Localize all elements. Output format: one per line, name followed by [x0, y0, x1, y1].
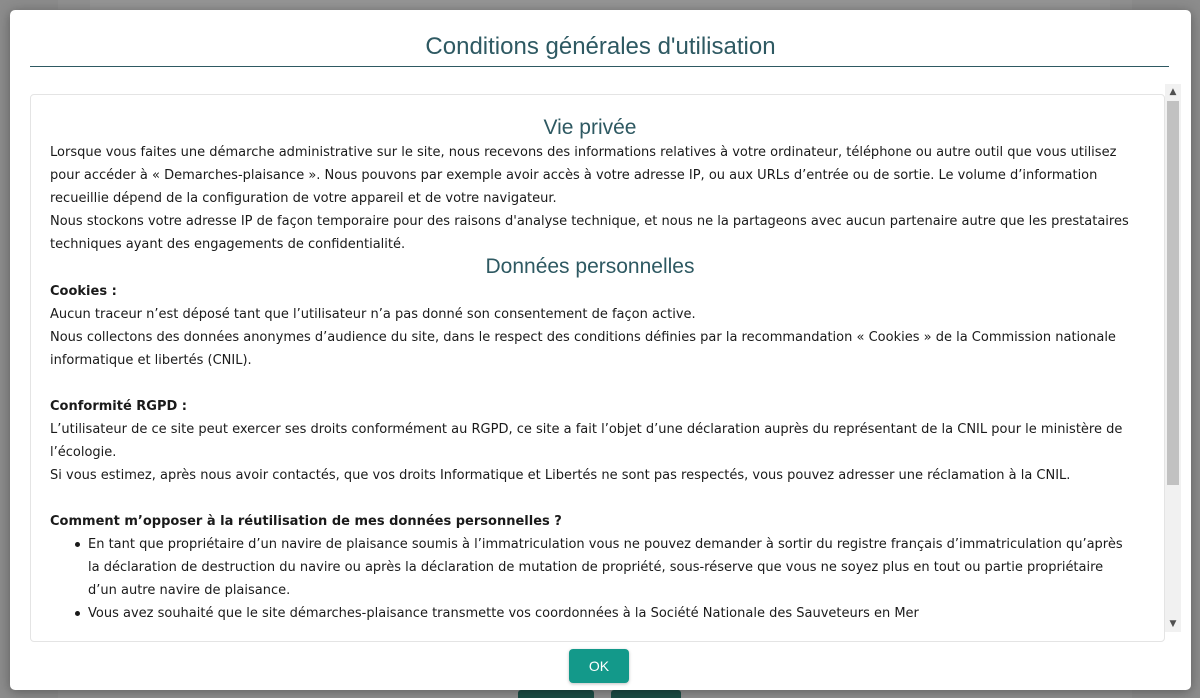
oppose-label: Comment m’opposer à la réutilisation de mes données personnelles ? — [50, 514, 562, 529]
rgpd-paragraph: L’utilisateur de ce site peut exercer ses droits conformément au RGPD, ce site a fait l’objet d’une déclaration auprès du représentant de la CNIL pour le ministère de l’écologie. — [50, 422, 1123, 460]
scroll-up-arrow-icon[interactable]: ▲ — [1169, 87, 1177, 97]
privacy-paragraph: Nous stockons votre adresse IP de façon temporaire pour des raisons d'analyse technique, et nous ne la partageons avec aucun partenaire autre que les prestataires techniques ayant des engagements de confidentialité. — [50, 214, 1129, 252]
rgpd-paragraph: Si vous estimez, après nous avoir contactés, que vos droits Informatique et Libertés ne sont pas respectés, vous pouvez adresser une réclamation à la CNIL. — [50, 468, 1071, 483]
scrollbar[interactable] — [1165, 84, 1181, 632]
modal-title: Conditions générales d'utilisation — [425, 33, 776, 60]
title-divider — [30, 66, 1169, 67]
spacer — [50, 487, 1130, 510]
cookies-paragraph: Aucun traceur n’est déposé tant que l’utilisateur n’a pas donné son consentement de façon active. — [50, 307, 696, 322]
cookies-label: Cookies : — [50, 284, 117, 299]
cookies-paragraph: Nous collectons des données anonymes d’audience du site, dans le respect des conditions définies par la recommandation « Cookies » de la Commission nationale informatique et libertés (CNIL). — [50, 330, 1116, 368]
background-button — [518, 690, 594, 698]
privacy-paragraph: Lorsque vous faites une démarche administrative sur le site, nous recevons des informations relatives à votre ordinateur, téléphone ou autre outil que vous utilisez pour accéder à « Demarches-plaisance ». Nous pouvons par exemple avoir accès à votre adresse IP, ou aux URLs d’entrée ou de sortie. Le volume d’information recueillie dépend de la configuration de votre appareil et de votre navigateur. — [50, 145, 1117, 206]
terms-content-panel[interactable] — [30, 94, 1165, 642]
section-heading-privacy: Vie privée — [543, 116, 637, 139]
scroll-down-arrow-icon[interactable]: ▼ — [1169, 619, 1177, 629]
list-item: Vous avez souhaité que le site démarches-plaisance transmette vos coordonnées à la Société Nationale des Sauveteurs en Mer — [75, 602, 1130, 625]
terms-content — [50, 117, 1130, 625]
rgpd-label: Conformité RGPD : — [50, 399, 188, 414]
background-button — [611, 690, 681, 698]
list-item: En tant que propriétaire d’un navire de plaisance soumis à l’immatriculation vous ne pouvez demander à sortir du registre français d’immatriculation qu’après la déclaration de destruction du navire ou après la déclaration de mutation de propriété, sous-réserve que vous ne soyez plus en tout ou partie propriétaire d’un autre navire de plaisance. — [75, 533, 1130, 602]
terms-modal — [10, 10, 1191, 690]
oppose-list — [50, 533, 1130, 625]
section-heading-personal-data: Données personnelles — [485, 255, 695, 278]
scrollbar-thumb[interactable] — [1167, 101, 1179, 485]
ok-button[interactable]: OK — [569, 649, 629, 683]
spacer — [50, 372, 1130, 395]
